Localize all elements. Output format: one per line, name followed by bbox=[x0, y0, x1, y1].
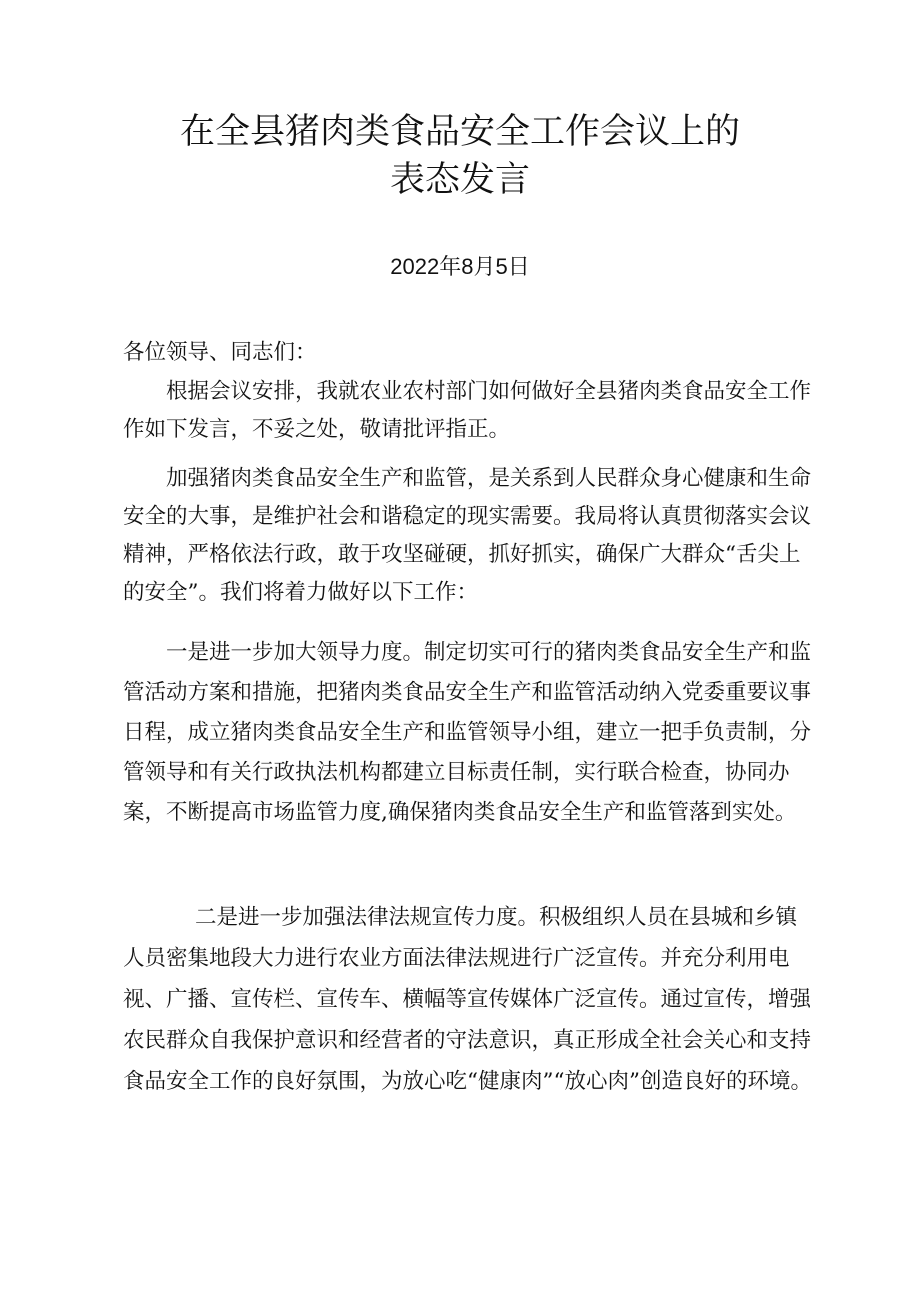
document-title-line-2: 表态发言 bbox=[389, 160, 530, 200]
document-title-line-1: 在全县猪肉类食品安全工作会议上的 bbox=[179, 112, 740, 152]
salutation: 各位领导、同志们： bbox=[123, 340, 317, 365]
document-date: 2022年8月5日 bbox=[390, 254, 530, 279]
paragraph-leadership: 一是进一步加大领导力度。制定切实可行的猪肉类食品安全生产和监管活动方案和措施，把猪肉类食品安全生产和监管活动纳入党委重要议事日程，成立猪肉类食品安全生产和监管领导小组，建立一把手负责制，分管领导和有关行政执法机构都建立目标责任制，实行联合检查，协同办案，不断提高市场监管力度,确保猪肉类食品安全生产和监管落到实处。 bbox=[123, 640, 812, 825]
paragraph-publicity: 二是进一步加强法律法规宣传力度。积极组织人员在县城和乡镇人员密集地段大力进行农业方面法律法规进行广泛宣传。并充分利用电视、广播、宣传栏、宣传车、横幅等宣传媒体广泛宣传。通过宣传，增强农民群众自我保护意识和经营者的守法意识，真正形成全社会关心和支持食品安全工作的良好氛围，为放心吃“健康肉”“放心肉”创造良好的环境。 bbox=[123, 905, 812, 1094]
paragraph-intro: 根据会议安排，我就农业农村部门如何做好全县猪肉类食品安全工作作如下发言，不妥之处，敬请批评指正。 bbox=[123, 379, 812, 442]
paragraph-importance: 加强猪肉类食品安全生产和监管，是关系到人民群众身心健康和生命安全的大事，是维护社会和谐稳定的现实需要。我局将认真贯彻落实会议精神，严格依法行政，敢于攻坚碰硬，抓好抓实，确保广大群众“舌尖上的安全”。我们将着力做好以下工作： bbox=[123, 466, 812, 605]
